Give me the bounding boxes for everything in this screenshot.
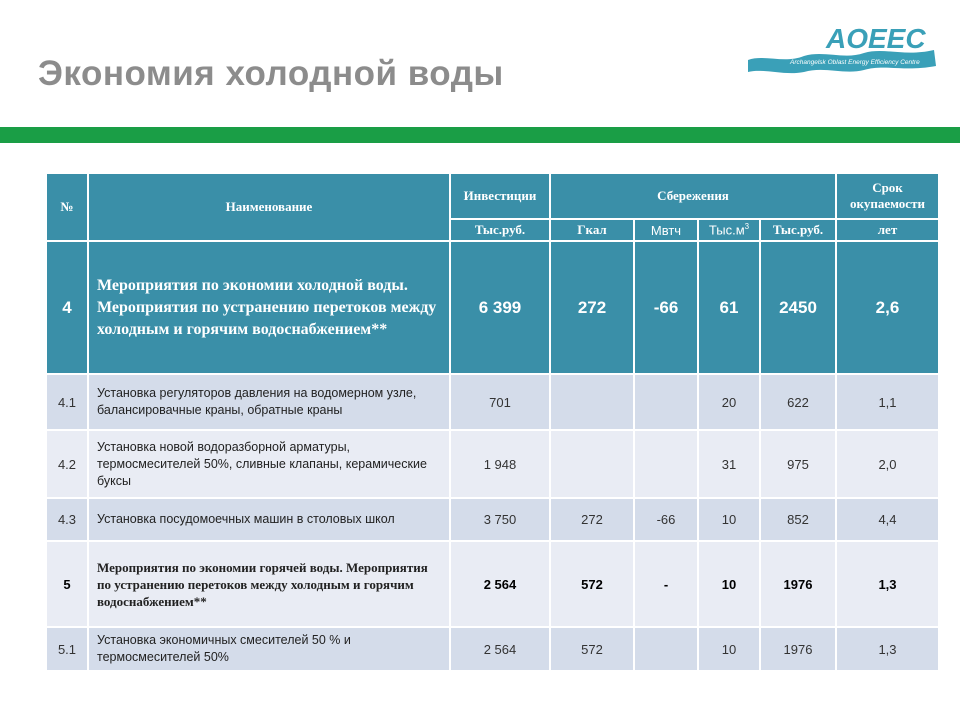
table-row <box>46 430 939 498</box>
savings-table <box>45 172 940 672</box>
cell-invest: 701 <box>450 374 550 430</box>
cell-rub: 852 <box>760 498 836 541</box>
cell-num: 4 <box>46 241 88 374</box>
cell-name: Установка экономичных смесителей 50 % и термосмесителей 50% <box>88 627 450 671</box>
cell-m3: 31 <box>698 430 760 498</box>
cell-num: 4.2 <box>46 430 88 498</box>
cell-gkal: 572 <box>550 541 634 627</box>
header-invest: Инвестиции <box>450 173 550 219</box>
cell-invest: 2 564 <box>450 627 550 671</box>
cell-m3: 10 <box>698 498 760 541</box>
cell-mvtch <box>634 430 698 498</box>
cell-years: 2,0 <box>836 430 939 498</box>
cell-invest: 2 564 <box>450 541 550 627</box>
unit-gkal: Гкал <box>550 219 634 241</box>
header-name: Наименование <box>88 173 450 241</box>
aoeec-logo <box>744 20 940 78</box>
table-row <box>46 241 939 374</box>
logo-subtitle: Archangelsk Oblast Energy Efficiency Centre <box>790 59 920 66</box>
cell-num: 5 <box>46 541 88 627</box>
page-title: Экономия холодной воды <box>38 54 504 93</box>
cell-rub: 2450 <box>760 241 836 374</box>
cell-rub: 622 <box>760 374 836 430</box>
header-savings: Сбережения <box>550 173 836 219</box>
cell-rub: 1976 <box>760 627 836 671</box>
cell-mvtch <box>634 374 698 430</box>
cell-m3: 61 <box>698 241 760 374</box>
unit-rub: Тыс.руб. <box>760 219 836 241</box>
cell-mvtch: -66 <box>634 498 698 541</box>
cell-gkal: 272 <box>550 241 634 374</box>
table-row <box>46 374 939 430</box>
cell-m3: 20 <box>698 374 760 430</box>
unit-years: лет <box>836 219 939 241</box>
header-row <box>46 173 939 219</box>
cell-rub: 975 <box>760 430 836 498</box>
cell-num: 4.1 <box>46 374 88 430</box>
cell-m3: 10 <box>698 627 760 671</box>
table-row <box>46 541 939 627</box>
cell-years: 1,3 <box>836 627 939 671</box>
cell-name: Установка посудомоечных машин в столовых школ <box>88 498 450 541</box>
cell-m3: 10 <box>698 541 760 627</box>
unit-m3-text: Тыс.м <box>708 222 745 238</box>
table-row <box>46 627 939 671</box>
cell-name: Мероприятия по экономии холодной воды. Мероприятия по устранению перетоков между холодным и горячим водоснабжением** <box>88 241 450 374</box>
unit-m3-sup: 3 <box>744 222 750 232</box>
cell-years: 1,1 <box>836 374 939 430</box>
cell-mvtch <box>634 627 698 671</box>
cell-years: 2,6 <box>836 241 939 374</box>
cell-invest: 3 750 <box>450 498 550 541</box>
table-row <box>46 498 939 541</box>
cell-mvtch: - <box>634 541 698 627</box>
cell-gkal <box>550 374 634 430</box>
header-payback: Срок окупаемости <box>836 173 939 219</box>
cell-invest: 1 948 <box>450 430 550 498</box>
cell-name: Установка новой водоразборной арматуры, термосмесителей 50%, сливные клапаны, керамические буксы <box>88 430 450 498</box>
cell-name: Мероприятия по экономии горячей воды. Мероприятия по устранению перетоков между холодным и горячим водоснабжением** <box>88 541 450 627</box>
header-num: № <box>46 173 88 241</box>
unit-invest: Тыс.руб. <box>450 219 550 241</box>
logo-name: AOEEC <box>826 23 926 54</box>
cell-years: 4,4 <box>836 498 939 541</box>
cell-gkal: 272 <box>550 498 634 541</box>
cell-gkal: 572 <box>550 627 634 671</box>
unit-m3 <box>698 219 760 241</box>
cell-num: 5.1 <box>46 627 88 671</box>
cell-mvtch: -66 <box>634 241 698 374</box>
cell-rub: 1976 <box>760 541 836 627</box>
unit-mvtch: Мвтч <box>634 219 698 241</box>
cell-years: 1,3 <box>836 541 939 627</box>
cell-gkal <box>550 430 634 498</box>
cell-num: 4.3 <box>46 498 88 541</box>
cell-name: Установка регуляторов давления на водомерном узле, балансировачные краны, обратные краны <box>88 374 450 430</box>
green-divider <box>0 127 960 143</box>
cell-invest: 6 399 <box>450 241 550 374</box>
